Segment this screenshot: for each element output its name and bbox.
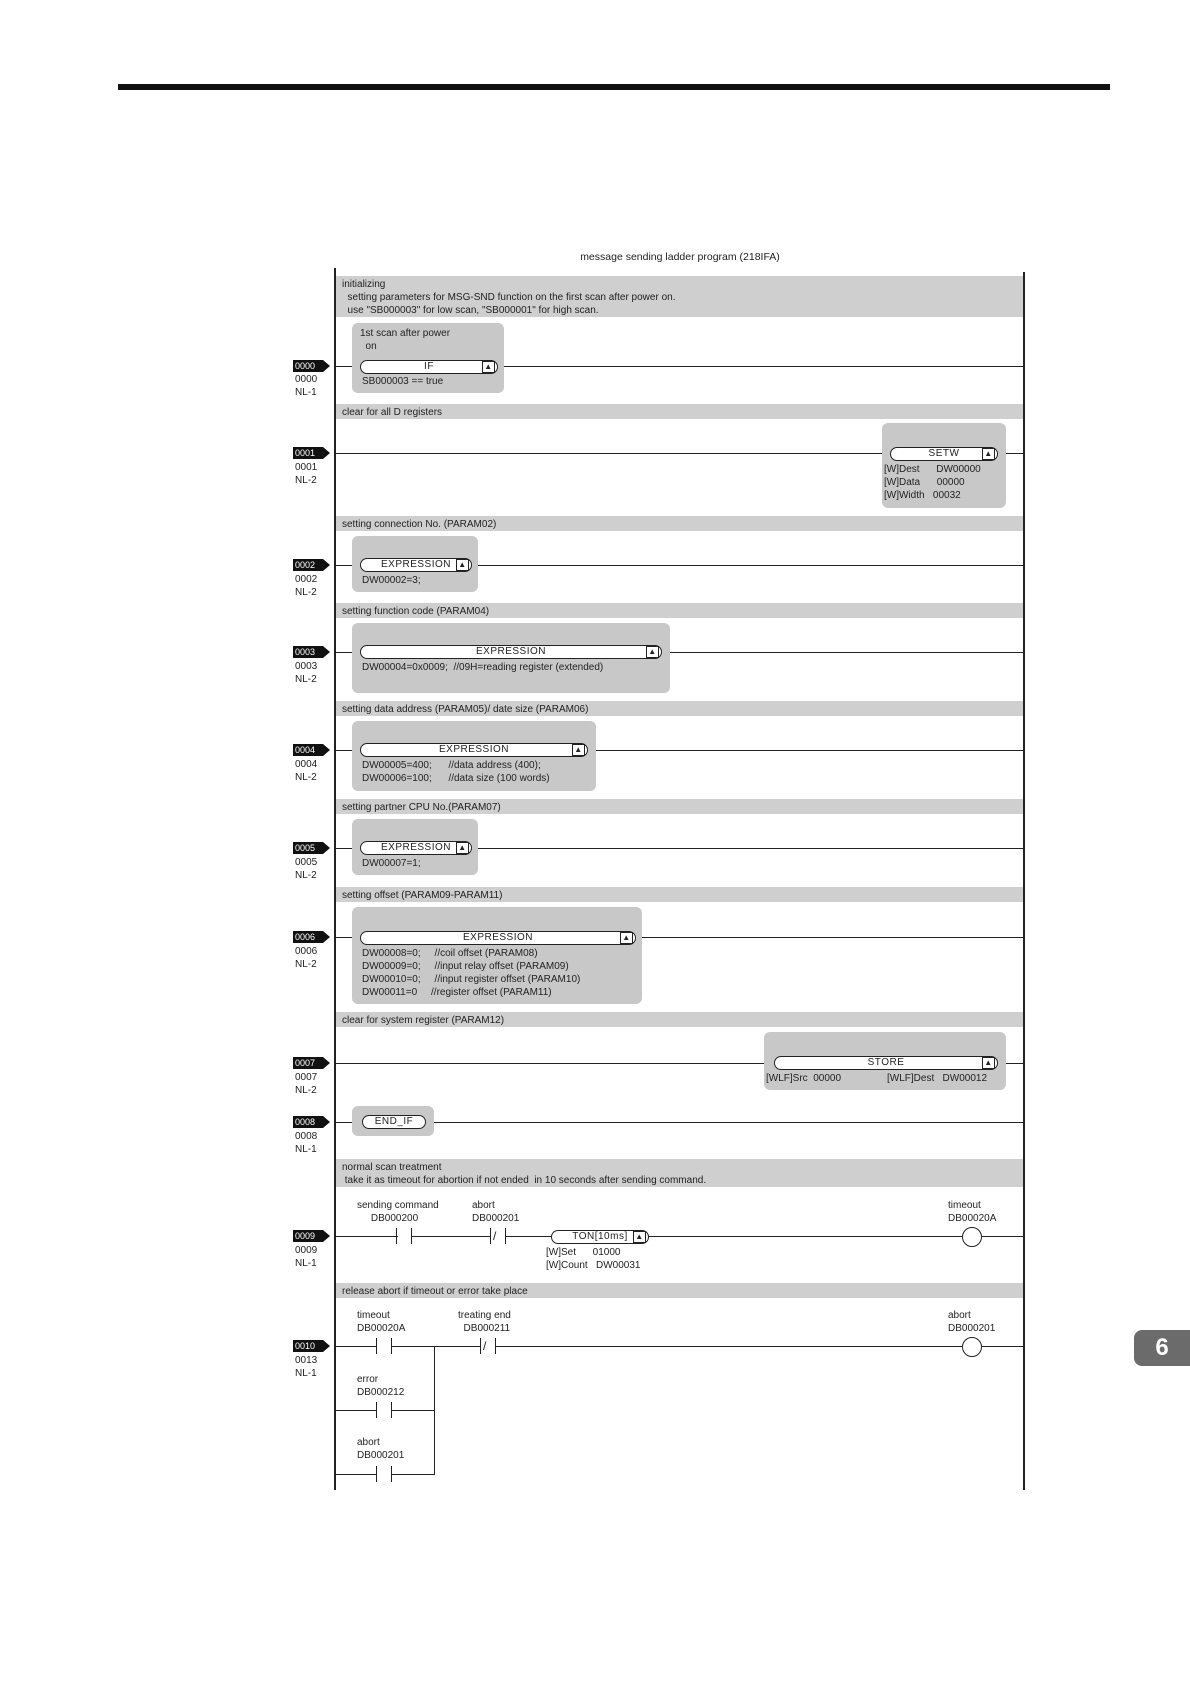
- timer-label: TON[10ms]: [572, 1231, 628, 1242]
- branch-wire: [392, 1474, 434, 1475]
- nc-contact[interactable]: /: [480, 1338, 496, 1354]
- expand-icon[interactable]: ▲: [456, 559, 469, 571]
- expression-instruction[interactable]: [360, 743, 588, 757]
- branch-wire: [392, 1410, 434, 1411]
- branch-join-wire: [434, 1346, 435, 1475]
- expression-block[interactable]: [352, 721, 596, 791]
- setw-instruction[interactable]: [890, 447, 998, 461]
- rung-number: 0007 NL-2: [295, 1072, 318, 1096]
- rung-marker[interactable]: 0002: [293, 559, 323, 571]
- expand-icon[interactable]: ▲: [633, 1231, 646, 1243]
- rung-number: 0006 NL-2: [295, 946, 318, 970]
- expand-icon[interactable]: ▲: [646, 646, 659, 658]
- no-contact[interactable]: [396, 1228, 412, 1244]
- rung-number: 0000 NL-1: [295, 374, 318, 398]
- setw-block[interactable]: [882, 423, 1006, 508]
- coil-label: abort DB000201: [948, 1310, 996, 1334]
- timer-params: [W]Set 01000 [W]Count DW00031: [546, 1247, 641, 1271]
- expression-label: EXPRESSION: [380, 842, 452, 853]
- expression-instruction[interactable]: [360, 645, 662, 659]
- output-coil[interactable]: [962, 1337, 982, 1357]
- setw-params: [W]Dest DW00000 [W]Data 00000 [W]Width 00032: [884, 464, 981, 501]
- expression-code: DW00008=0; //coil offset (PARAM08) DW00009=0; //input relay offset (PARAM09) DW00010=0; //input register offset (PARAM10) DW00011=0 //register offset (PARAM11): [362, 948, 581, 998]
- expression-code: DW00005=400; //data address (400); DW00006=100; //data size (100 words): [362, 760, 550, 784]
- setw-label: SETW: [928, 448, 960, 459]
- rung-marker[interactable]: 0005: [293, 842, 323, 854]
- coil-label: timeout DB00020A: [948, 1200, 997, 1224]
- rung-wire: [336, 1346, 376, 1347]
- expand-icon[interactable]: ▲: [482, 361, 495, 373]
- rung-marker[interactable]: 0006: [293, 931, 323, 943]
- contact-label: error DB000212: [357, 1374, 405, 1398]
- expression-block[interactable]: [352, 819, 478, 875]
- no-contact[interactable]: [376, 1402, 392, 1418]
- expression-block[interactable]: [352, 536, 478, 592]
- contact-label: treating end DB000211: [458, 1310, 511, 1334]
- expression-label: EXPRESSION: [475, 646, 547, 657]
- output-coil[interactable]: [962, 1227, 982, 1247]
- rung-marker[interactable]: 0000: [293, 360, 323, 372]
- rung-wire: [412, 1236, 490, 1237]
- header-rule: [118, 84, 1110, 90]
- rung-wire: [648, 1236, 962, 1237]
- rung-marker[interactable]: 0009: [293, 1230, 323, 1242]
- rung-comment: normal scan treatment take it as timeout for abortion if not ended in 10 seconds after sending command.: [336, 1159, 1023, 1187]
- rung-comment: release abort if timeout or error take place: [336, 1283, 1023, 1298]
- expression-instruction[interactable]: [360, 558, 472, 572]
- expand-icon[interactable]: ▲: [982, 1057, 995, 1069]
- expression-code: DW00002=3;: [362, 575, 421, 586]
- rung-comment: clear for system register (PARAM12): [336, 1012, 1023, 1027]
- rung-comment: setting partner CPU No.(PARAM07): [336, 799, 1023, 814]
- chapter-tab[interactable]: 6: [1134, 1330, 1190, 1366]
- expression-label: EXPRESSION: [462, 932, 534, 943]
- rung-number: 0002 NL-2: [295, 574, 318, 598]
- rung-number: 0005 NL-2: [295, 857, 318, 881]
- endif-instruction[interactable]: [362, 1115, 426, 1129]
- rung-wire: [506, 1236, 552, 1237]
- rung-marker[interactable]: 0004: [293, 744, 323, 756]
- left-power-rail: [334, 268, 336, 1490]
- rung-number: 0009 NL-1: [295, 1245, 318, 1269]
- branch-wire: [336, 1410, 376, 1411]
- expression-code: DW00007=1;: [362, 858, 421, 869]
- branch-wire: [336, 1474, 376, 1475]
- rung-wire: [392, 1346, 480, 1347]
- no-contact[interactable]: [376, 1338, 392, 1354]
- expression-label: EXPRESSION: [380, 559, 452, 570]
- contact-label: timeout DB00020A: [357, 1310, 406, 1334]
- expression-instruction[interactable]: [360, 841, 472, 855]
- store-dest: [WLF]Dest DW00012: [887, 1073, 988, 1084]
- store-src: [WLF]Src 00000: [766, 1073, 842, 1084]
- if-note: 1st scan after power on: [360, 328, 451, 352]
- rung-wire: [336, 1236, 398, 1237]
- store-block[interactable]: [764, 1032, 1006, 1090]
- rung-wire: [982, 1236, 1023, 1237]
- expand-icon[interactable]: ▲: [982, 448, 995, 460]
- contact-label: abort DB000201: [472, 1200, 520, 1224]
- rung-number: 0001 NL-2: [295, 462, 318, 486]
- store-label: STORE: [867, 1057, 905, 1068]
- rung-comment: setting connection No. (PARAM02): [336, 516, 1023, 531]
- if-block[interactable]: [352, 323, 504, 393]
- rung-comment: setting data address (PARAM05)/ date size (PARAM06): [336, 701, 1023, 716]
- rung-number: 0013 NL-1: [295, 1355, 318, 1379]
- contact-label: sending command DB000200: [357, 1200, 439, 1224]
- rung-marker[interactable]: 0010: [293, 1340, 323, 1352]
- expression-code: DW00004=0x0009; //09H=reading register (extended): [362, 662, 604, 673]
- timer-instruction[interactable]: [551, 1230, 649, 1244]
- rung-marker[interactable]: 0003: [293, 646, 323, 658]
- expand-icon[interactable]: ▲: [456, 842, 469, 854]
- rung-marker[interactable]: 0008: [293, 1116, 323, 1128]
- rung-wire: [336, 1122, 1023, 1123]
- rung-number: 0004 NL-2: [295, 759, 318, 783]
- endif-block[interactable]: [352, 1106, 434, 1136]
- rung-number: 0003 NL-2: [295, 661, 318, 685]
- expression-block[interactable]: [352, 907, 642, 1004]
- diagram-title: message sending ladder program (218IFA): [580, 251, 780, 263]
- expand-icon[interactable]: ▲: [572, 744, 585, 756]
- rung-wire: [982, 1346, 1023, 1347]
- rung-comment: setting offset (PARAM09-PARAM11): [336, 887, 1023, 902]
- expression-instruction[interactable]: [360, 931, 636, 945]
- store-instruction[interactable]: [774, 1056, 998, 1070]
- rung-number: 0008 NL-1: [295, 1131, 318, 1155]
- rung-comment: clear for all D registers: [336, 404, 1023, 419]
- if-condition: SB000003 == true: [362, 376, 444, 387]
- rung-marker[interactable]: 0007: [293, 1057, 323, 1069]
- rung-comment: setting function code (PARAM04): [336, 603, 1023, 618]
- if-label: IF: [424, 361, 434, 372]
- rung-wire: [496, 1346, 962, 1347]
- endif-label: END_IF: [374, 1116, 414, 1127]
- right-power-rail: [1023, 272, 1025, 1490]
- if-instruction[interactable]: [360, 360, 498, 374]
- nc-contact[interactable]: /: [490, 1228, 506, 1244]
- expand-icon[interactable]: ▲: [620, 932, 633, 944]
- expression-block[interactable]: [352, 623, 670, 693]
- contact-label: abort DB000201: [357, 1437, 405, 1461]
- expression-label: EXPRESSION: [438, 744, 510, 755]
- rung-marker[interactable]: 0001: [293, 447, 323, 459]
- rung-comment: initializing setting parameters for MSG-SND function on the first scan after power on. use "SB000003" for low scan, "SB000001" for high scan.: [336, 276, 1023, 317]
- no-contact[interactable]: [376, 1466, 392, 1482]
